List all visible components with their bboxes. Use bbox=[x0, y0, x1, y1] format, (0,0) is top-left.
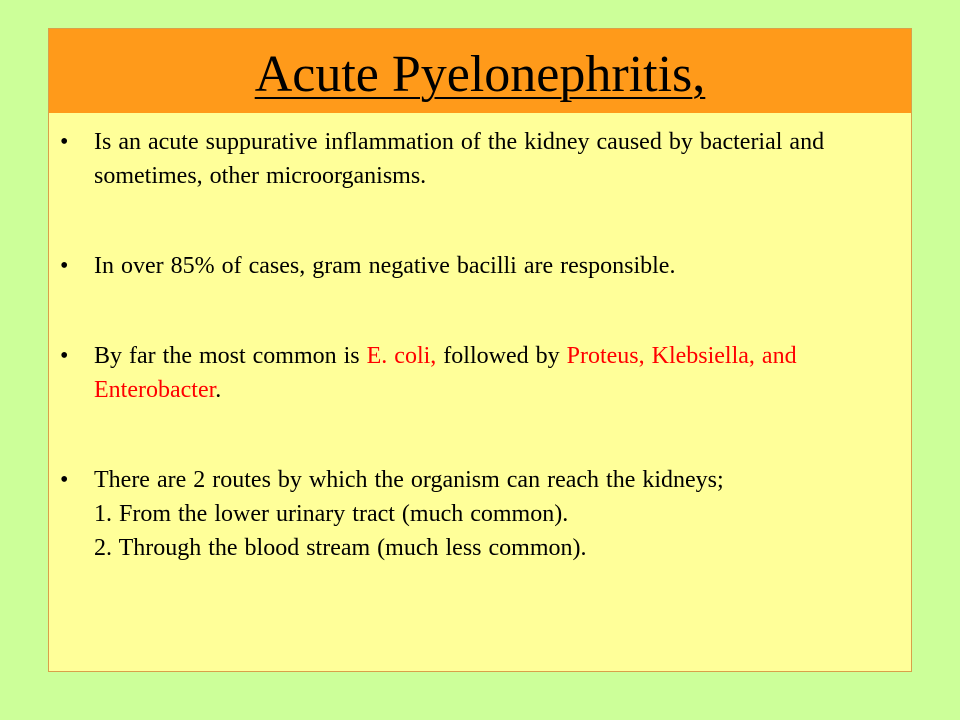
bullet-routes-intro: There are 2 routes by which the organism can reach the kidneys; bbox=[94, 467, 724, 493]
organism-others: Proteus, Klebsiella, and Enterobacter bbox=[94, 343, 797, 403]
bullet-dot-icon: • bbox=[60, 129, 69, 155]
bullet-organisms-text-3: . bbox=[215, 377, 222, 403]
bullet-cause-text: In over 85% of cases, gram negative bacilli are responsible. bbox=[94, 253, 676, 279]
route-lower-urinary: 1. From the lower urinary tract (much common). bbox=[94, 501, 569, 527]
slide-title-comma: , bbox=[692, 46, 706, 103]
bullet-definition-text: Is an acute suppurative inflammation of the kidney caused by bacterial and sometimes, other microorganisms. bbox=[94, 129, 825, 189]
bullet-routes bbox=[49, 463, 911, 565]
bullet-cause bbox=[49, 249, 911, 283]
bullet-organisms-text-2: followed by bbox=[436, 343, 567, 369]
bullet-organisms bbox=[49, 339, 911, 407]
bullet-definition bbox=[49, 125, 911, 193]
route-blood-stream: 2. Through the blood stream (much less common). bbox=[94, 535, 587, 561]
title-bar bbox=[49, 29, 911, 113]
bullet-organisms-text-1: By far the most common is bbox=[94, 343, 367, 369]
organism-ecoli: E. coli, bbox=[366, 343, 437, 369]
slide-title bbox=[255, 45, 706, 105]
slide bbox=[48, 28, 912, 672]
bullet-dot-icon: • bbox=[60, 467, 69, 493]
slide-title-text: Acute Pyelonephritis bbox=[254, 46, 693, 103]
bullet-dot-icon: • bbox=[60, 253, 69, 279]
bullet-list bbox=[49, 125, 911, 621]
bullet-dot-icon: • bbox=[60, 343, 69, 369]
